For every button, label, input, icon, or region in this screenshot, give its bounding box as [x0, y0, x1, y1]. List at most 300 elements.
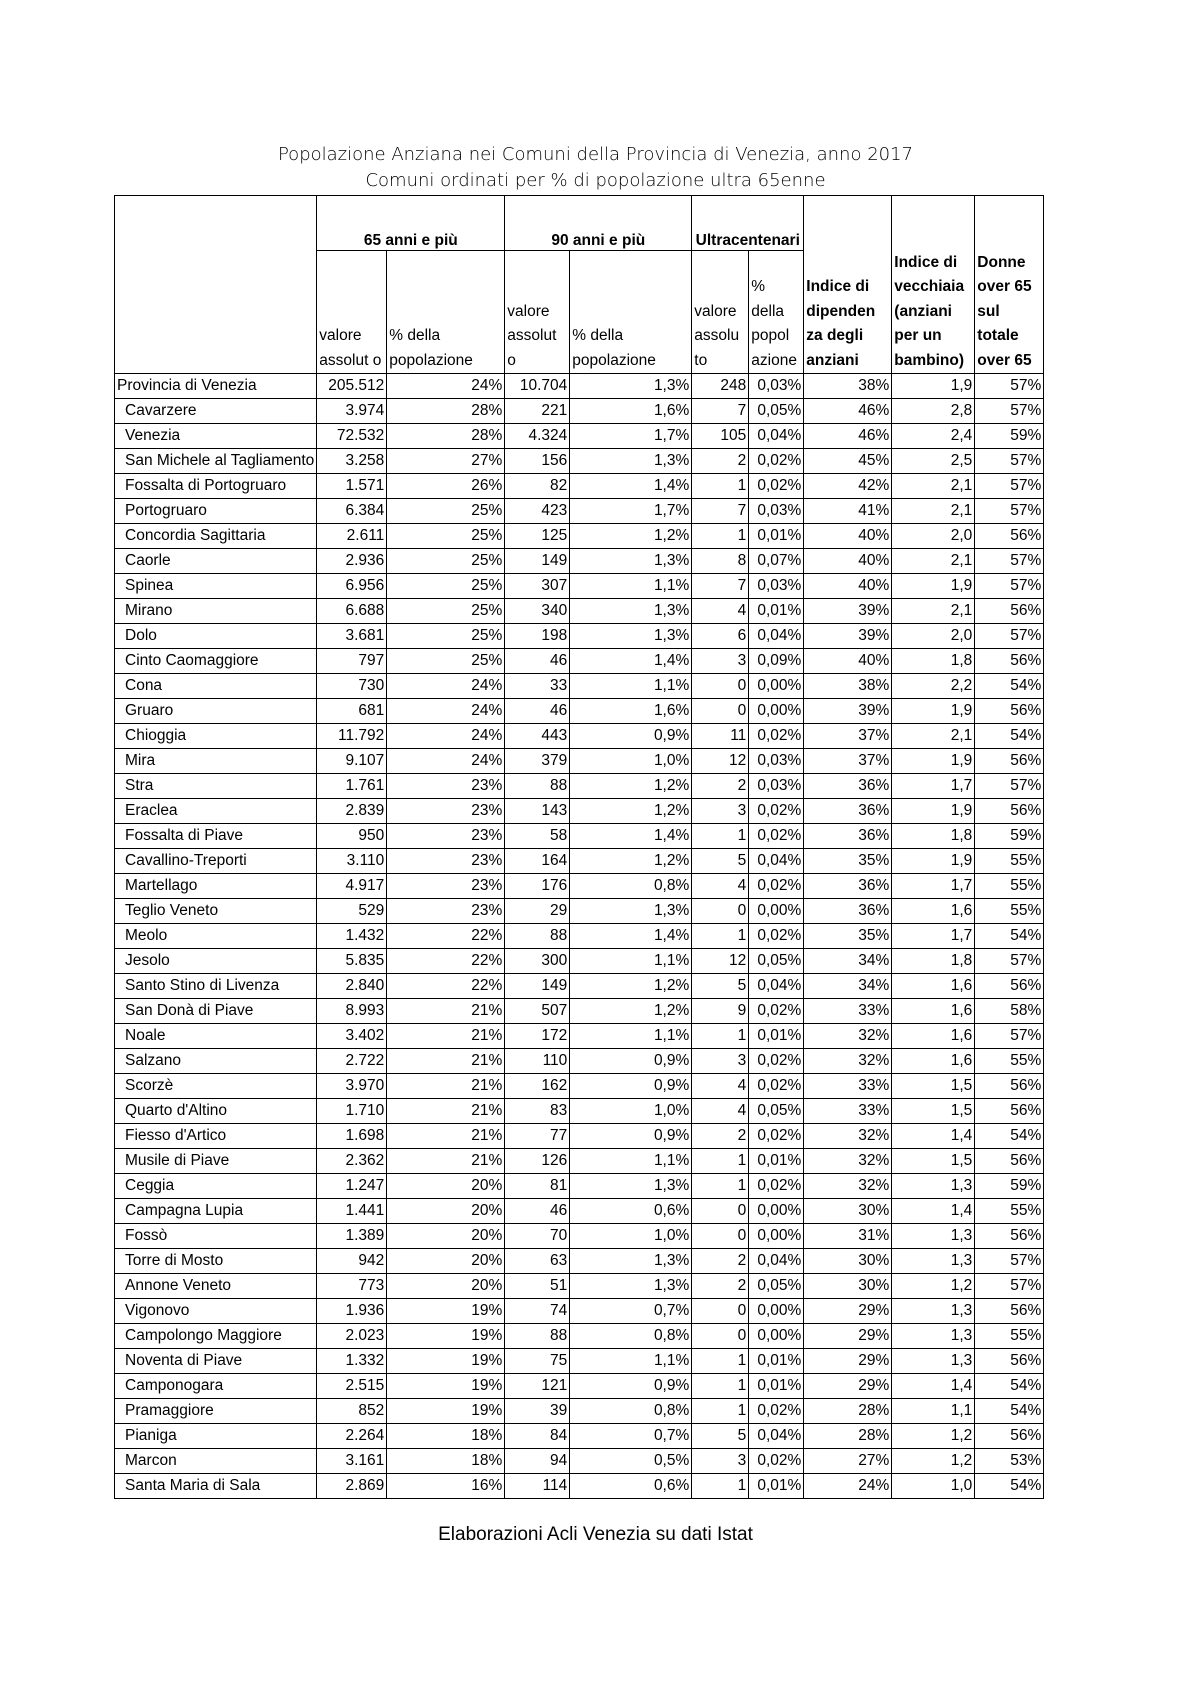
cell-abs-65: 2.362: [317, 1149, 387, 1174]
cell-donne-over65: 56%: [975, 749, 1044, 774]
table-row: [115, 1074, 1044, 1099]
cell-comune: San Donà di Piave: [115, 999, 317, 1024]
cell-indice-dipendenza: 34%: [804, 974, 892, 999]
cell-indice-dipendenza: 39%: [804, 624, 892, 649]
cell-abs-ultra: 12: [692, 949, 749, 974]
cell-donne-over65: 56%: [975, 1349, 1044, 1374]
cell-indice-dipendenza: 46%: [804, 399, 892, 424]
header-empty: [115, 196, 317, 251]
cell-abs-65: 1.698: [317, 1124, 387, 1149]
cell-pct-90: 0,9%: [570, 1049, 692, 1074]
cell-indice-vecchiaia: 1,5: [892, 1099, 975, 1124]
table-row: [115, 824, 1044, 849]
cell-abs-65: 8.993: [317, 999, 387, 1024]
cell-abs-65: 797: [317, 649, 387, 674]
cell-pct-65: 23%: [387, 774, 505, 799]
cell-abs-90: 58: [505, 824, 570, 849]
cell-abs-65: 1.936: [317, 1299, 387, 1324]
cell-comune: Annone Veneto: [115, 1274, 317, 1299]
cell-abs-ultra: 1: [692, 1149, 749, 1174]
cell-pct-90: 0,9%: [570, 1074, 692, 1099]
cell-abs-65: 3.970: [317, 1074, 387, 1099]
cell-pct-ultra: 0,02%: [749, 1449, 804, 1474]
cell-abs-90: 126: [505, 1149, 570, 1174]
cell-pct-65: 23%: [387, 824, 505, 849]
cell-abs-90: 70: [505, 1224, 570, 1249]
cell-pct-ultra: 0,03%: [749, 374, 804, 399]
table-row: [115, 1324, 1044, 1349]
cell-pct-90: 1,4%: [570, 824, 692, 849]
cell-donne-over65: 54%: [975, 1374, 1044, 1399]
cell-pct-90: 0,7%: [570, 1424, 692, 1449]
cell-indice-vecchiaia: 2,1: [892, 724, 975, 749]
cell-indice-dipendenza: 36%: [804, 874, 892, 899]
cell-comune: Musile di Piave: [115, 1149, 317, 1174]
cell-pct-65: 23%: [387, 849, 505, 874]
cell-abs-ultra: 1: [692, 924, 749, 949]
cell-indice-dipendenza: 39%: [804, 599, 892, 624]
cell-pct-65: 25%: [387, 499, 505, 524]
table-row: [115, 1449, 1044, 1474]
cell-comune: Torre di Mosto: [115, 1249, 317, 1274]
cell-comune: Campagna Lupia: [115, 1199, 317, 1224]
cell-pct-65: 19%: [387, 1324, 505, 1349]
cell-pct-65: 22%: [387, 924, 505, 949]
cell-donne-over65: 57%: [975, 624, 1044, 649]
cell-comune: Noventa di Piave: [115, 1349, 317, 1374]
cell-abs-65: 773: [317, 1274, 387, 1299]
cell-pct-90: 1,4%: [570, 649, 692, 674]
cell-indice-vecchiaia: 1,9: [892, 799, 975, 824]
cell-abs-65: 3.110: [317, 849, 387, 874]
cell-pct-90: 0,7%: [570, 1299, 692, 1324]
cell-indice-dipendenza: 37%: [804, 749, 892, 774]
cell-pct-65: 22%: [387, 949, 505, 974]
cell-pct-ultra: 0,02%: [749, 1049, 804, 1074]
cell-abs-ultra: 5: [692, 974, 749, 999]
cell-abs-ultra: 6: [692, 624, 749, 649]
cell-pct-90: 1,3%: [570, 899, 692, 924]
cell-pct-90: 1,3%: [570, 449, 692, 474]
cell-abs-90: 39: [505, 1399, 570, 1424]
cell-pct-ultra: 0,00%: [749, 674, 804, 699]
cell-abs-90: 74: [505, 1299, 570, 1324]
cell-comune: Cavarzere: [115, 399, 317, 424]
cell-pct-65: 21%: [387, 1049, 505, 1074]
cell-abs-90: 507: [505, 999, 570, 1024]
cell-abs-90: 46: [505, 699, 570, 724]
cell-pct-65: 25%: [387, 624, 505, 649]
cell-comune: Pramaggiore: [115, 1399, 317, 1424]
cell-indice-dipendenza: 24%: [804, 1474, 892, 1499]
cell-indice-dipendenza: 30%: [804, 1249, 892, 1274]
cell-pct-ultra: 0,02%: [749, 724, 804, 749]
table-row: [115, 1299, 1044, 1324]
cell-abs-90: 114: [505, 1474, 570, 1499]
cell-pct-90: 0,9%: [570, 1374, 692, 1399]
table-row: [115, 874, 1044, 899]
cell-pct-ultra: 0,00%: [749, 1324, 804, 1349]
cell-abs-90: 33: [505, 674, 570, 699]
cell-abs-ultra: 4: [692, 874, 749, 899]
cell-donne-over65: 54%: [975, 1399, 1044, 1424]
cell-abs-90: 121: [505, 1374, 570, 1399]
cell-pct-90: 1,0%: [570, 749, 692, 774]
cell-abs-90: 340: [505, 599, 570, 624]
cell-abs-ultra: 4: [692, 1074, 749, 1099]
table-row: [115, 499, 1044, 524]
cell-pct-65: 24%: [387, 724, 505, 749]
cell-pct-90: 1,3%: [570, 1274, 692, 1299]
cell-abs-90: 88: [505, 1324, 570, 1349]
cell-abs-90: 300: [505, 949, 570, 974]
table-row: [115, 649, 1044, 674]
cell-indice-vecchiaia: 1,1: [892, 1399, 975, 1424]
cell-abs-65: 681: [317, 699, 387, 724]
cell-pct-ultra: 0,01%: [749, 1474, 804, 1499]
cell-pct-ultra: 0,01%: [749, 524, 804, 549]
cell-comune: Dolo: [115, 624, 317, 649]
cell-comune: Mirano: [115, 599, 317, 624]
cell-pct-90: 1,6%: [570, 399, 692, 424]
cell-comune: Pianiga: [115, 1424, 317, 1449]
cell-comune: Cinto Caomaggiore: [115, 649, 317, 674]
cell-abs-ultra: 1: [692, 524, 749, 549]
table-row: [115, 449, 1044, 474]
cell-pct-65: 23%: [387, 799, 505, 824]
cell-abs-90: 51: [505, 1274, 570, 1299]
cell-pct-90: 0,9%: [570, 1124, 692, 1149]
cell-abs-ultra: 8: [692, 549, 749, 574]
cell-indice-dipendenza: 36%: [804, 774, 892, 799]
cell-indice-vecchiaia: 2,1: [892, 474, 975, 499]
table-row: [115, 899, 1044, 924]
cell-abs-65: 1.332: [317, 1349, 387, 1374]
cell-indice-dipendenza: 40%: [804, 574, 892, 599]
cell-abs-ultra: 0: [692, 1299, 749, 1324]
table-row: [115, 524, 1044, 549]
cell-abs-65: 1.761: [317, 774, 387, 799]
cell-donne-over65: 59%: [975, 424, 1044, 449]
cell-pct-65: 21%: [387, 1124, 505, 1149]
table-row: [115, 774, 1044, 799]
cell-comune: Ceggia: [115, 1174, 317, 1199]
cell-comune: Chioggia: [115, 724, 317, 749]
cell-indice-vecchiaia: 1,7: [892, 774, 975, 799]
cell-abs-65: 9.107: [317, 749, 387, 774]
cell-indice-dipendenza: 36%: [804, 824, 892, 849]
cell-indice-dipendenza: 31%: [804, 1224, 892, 1249]
cell-comune: Jesolo: [115, 949, 317, 974]
header-donne-over65: Donne over 65 sul totale over 65: [975, 251, 1044, 374]
cell-abs-ultra: 2: [692, 774, 749, 799]
cell-comune: Campolongo Maggiore: [115, 1324, 317, 1349]
cell-pct-90: 0,6%: [570, 1199, 692, 1224]
header-empty: [892, 196, 975, 251]
cell-abs-ultra: 2: [692, 1124, 749, 1149]
cell-donne-over65: 56%: [975, 799, 1044, 824]
cell-pct-ultra: 0,04%: [749, 1424, 804, 1449]
cell-donne-over65: 55%: [975, 1049, 1044, 1074]
cell-abs-90: 84: [505, 1424, 570, 1449]
cell-abs-90: 423: [505, 499, 570, 524]
table-row: [115, 1099, 1044, 1124]
cell-comune: Vigonovo: [115, 1299, 317, 1324]
table-row: [115, 549, 1044, 574]
cell-pct-ultra: 0,03%: [749, 749, 804, 774]
cell-pct-65: 23%: [387, 874, 505, 899]
cell-comune: Santo Stino di Livenza: [115, 974, 317, 999]
cell-pct-90: 1,2%: [570, 974, 692, 999]
cell-abs-ultra: 5: [692, 849, 749, 874]
cell-abs-ultra: 3: [692, 1449, 749, 1474]
header-valore-assoluto-90: valore assolut o: [505, 251, 570, 374]
cell-pct-ultra: 0,00%: [749, 899, 804, 924]
cell-abs-ultra: 7: [692, 499, 749, 524]
cell-indice-vecchiaia: 1,5: [892, 1149, 975, 1174]
cell-abs-ultra: 248: [692, 374, 749, 399]
cell-abs-65: 1.432: [317, 924, 387, 949]
cell-indice-dipendenza: 34%: [804, 949, 892, 974]
cell-abs-ultra: 4: [692, 599, 749, 624]
cell-comune: Fiesso d'Artico: [115, 1124, 317, 1149]
cell-pct-65: 25%: [387, 599, 505, 624]
cell-indice-dipendenza: 32%: [804, 1024, 892, 1049]
cell-indice-vecchiaia: 1,4: [892, 1374, 975, 1399]
cell-pct-90: 1,0%: [570, 1224, 692, 1249]
table-row: [115, 574, 1044, 599]
cell-donne-over65: 57%: [975, 949, 1044, 974]
cell-donne-over65: 53%: [975, 1449, 1044, 1474]
cell-indice-vecchiaia: 1,4: [892, 1124, 975, 1149]
table-row: [115, 1199, 1044, 1224]
cell-indice-dipendenza: 30%: [804, 1199, 892, 1224]
cell-comune: Portogruaro: [115, 499, 317, 524]
cell-abs-ultra: 0: [692, 1199, 749, 1224]
cell-abs-65: 2.023: [317, 1324, 387, 1349]
cell-abs-90: 88: [505, 924, 570, 949]
cell-abs-65: 2.839: [317, 799, 387, 824]
cell-indice-dipendenza: 46%: [804, 424, 892, 449]
cell-pct-ultra: 0,01%: [749, 1149, 804, 1174]
cell-pct-ultra: 0,00%: [749, 1199, 804, 1224]
cell-abs-65: 11.792: [317, 724, 387, 749]
cell-abs-ultra: 2: [692, 1249, 749, 1274]
header-column-row: [115, 251, 1044, 374]
cell-indice-vecchiaia: 1,6: [892, 1049, 975, 1074]
cell-abs-65: 2.264: [317, 1424, 387, 1449]
cell-comune: Venezia: [115, 424, 317, 449]
cell-donne-over65: 57%: [975, 399, 1044, 424]
cell-pct-ultra: 0,02%: [749, 449, 804, 474]
cell-abs-90: 81: [505, 1174, 570, 1199]
cell-pct-65: 28%: [387, 399, 505, 424]
cell-indice-vecchiaia: 1,0: [892, 1474, 975, 1499]
cell-pct-ultra: 0,02%: [749, 824, 804, 849]
cell-indice-dipendenza: 45%: [804, 449, 892, 474]
cell-indice-vecchiaia: 1,2: [892, 1449, 975, 1474]
cell-pct-ultra: 0,05%: [749, 1099, 804, 1124]
cell-pct-65: 19%: [387, 1349, 505, 1374]
cell-indice-vecchiaia: 2,1: [892, 599, 975, 624]
cell-indice-vecchiaia: 1,9: [892, 699, 975, 724]
header-group-row: [115, 196, 1044, 251]
cell-donne-over65: 56%: [975, 1149, 1044, 1174]
cell-indice-dipendenza: 40%: [804, 549, 892, 574]
cell-indice-dipendenza: 29%: [804, 1374, 892, 1399]
cell-abs-90: 156: [505, 449, 570, 474]
cell-pct-ultra: 0,00%: [749, 1224, 804, 1249]
cell-pct-65: 18%: [387, 1449, 505, 1474]
cell-donne-over65: 55%: [975, 849, 1044, 874]
cell-abs-65: 3.402: [317, 1024, 387, 1049]
cell-donne-over65: 58%: [975, 999, 1044, 1024]
cell-pct-90: 1,7%: [570, 424, 692, 449]
cell-pct-ultra: 0,02%: [749, 874, 804, 899]
cell-comune: Noale: [115, 1024, 317, 1049]
cell-abs-ultra: 12: [692, 749, 749, 774]
cell-indice-vecchiaia: 1,5: [892, 1074, 975, 1099]
cell-indice-vecchiaia: 1,8: [892, 649, 975, 674]
cell-pct-90: 1,2%: [570, 524, 692, 549]
cell-abs-90: 164: [505, 849, 570, 874]
table-row: [115, 1374, 1044, 1399]
cell-abs-65: 529: [317, 899, 387, 924]
cell-pct-65: 24%: [387, 674, 505, 699]
cell-indice-vecchiaia: 1,3: [892, 1324, 975, 1349]
table-row: [115, 799, 1044, 824]
cell-comune: Fossò: [115, 1224, 317, 1249]
cell-indice-vecchiaia: 1,4: [892, 1199, 975, 1224]
cell-abs-ultra: 0: [692, 699, 749, 724]
cell-pct-ultra: 0,01%: [749, 599, 804, 624]
cell-abs-90: 94: [505, 1449, 570, 1474]
cell-abs-90: 46: [505, 1199, 570, 1224]
cell-indice-dipendenza: 32%: [804, 1049, 892, 1074]
table-row: [115, 974, 1044, 999]
cell-donne-over65: 56%: [975, 974, 1044, 999]
cell-indice-dipendenza: 28%: [804, 1424, 892, 1449]
cell-indice-dipendenza: 42%: [804, 474, 892, 499]
cell-donne-over65: 57%: [975, 574, 1044, 599]
cell-abs-ultra: 1: [692, 824, 749, 849]
cell-pct-90: 1,4%: [570, 474, 692, 499]
cell-comune: Gruaro: [115, 699, 317, 724]
cell-pct-65: 28%: [387, 424, 505, 449]
cell-indice-vecchiaia: 1,3: [892, 1299, 975, 1324]
cell-abs-65: 5.835: [317, 949, 387, 974]
cell-pct-65: 19%: [387, 1299, 505, 1324]
cell-donne-over65: 55%: [975, 1324, 1044, 1349]
cell-indice-vecchiaia: 1,2: [892, 1424, 975, 1449]
cell-pct-ultra: 0,03%: [749, 774, 804, 799]
source-footer: Elaborazioni Acli Venezia su dati Istat: [438, 1524, 753, 1545]
cell-comune: Cona: [115, 674, 317, 699]
cell-comune: Quarto d'Altino: [115, 1099, 317, 1124]
cell-abs-ultra: 5: [692, 1424, 749, 1449]
cell-pct-90: 1,3%: [570, 599, 692, 624]
cell-abs-65: 205.512: [317, 374, 387, 399]
cell-pct-ultra: 0,01%: [749, 1024, 804, 1049]
cell-abs-65: 1.571: [317, 474, 387, 499]
cell-pct-90: 1,3%: [570, 1174, 692, 1199]
cell-indice-dipendenza: 38%: [804, 674, 892, 699]
cell-comune: Mira: [115, 749, 317, 774]
cell-indice-dipendenza: 27%: [804, 1449, 892, 1474]
cell-pct-90: 1,2%: [570, 799, 692, 824]
cell-indice-vecchiaia: 1,7: [892, 924, 975, 949]
cell-comune: Spinea: [115, 574, 317, 599]
table-row: [115, 1224, 1044, 1249]
table-row: [115, 1424, 1044, 1449]
cell-pct-ultra: 0,04%: [749, 849, 804, 874]
cell-abs-90: 75: [505, 1349, 570, 1374]
cell-pct-65: 21%: [387, 1074, 505, 1099]
cell-comune: Provincia di Venezia: [115, 374, 317, 399]
cell-indice-vecchiaia: 2,2: [892, 674, 975, 699]
cell-indice-vecchiaia: 1,2: [892, 1274, 975, 1299]
cell-abs-90: 221: [505, 399, 570, 424]
cell-pct-90: 1,2%: [570, 774, 692, 799]
cell-pct-ultra: 0,02%: [749, 1174, 804, 1199]
cell-abs-ultra: 1: [692, 1374, 749, 1399]
page-subtitle: Comuni ordinati per % di popolazione ultra 65enne: [365, 170, 826, 191]
cell-comune: Marcon: [115, 1449, 317, 1474]
cell-pct-90: 1,3%: [570, 374, 692, 399]
cell-abs-65: 2.840: [317, 974, 387, 999]
cell-comune: Santa Maria di Sala: [115, 1474, 317, 1499]
cell-abs-90: 4.324: [505, 424, 570, 449]
cell-indice-vecchiaia: 1,6: [892, 999, 975, 1024]
cell-donne-over65: 54%: [975, 924, 1044, 949]
cell-abs-ultra: 2: [692, 449, 749, 474]
cell-abs-65: 1.247: [317, 1174, 387, 1199]
cell-abs-90: 77: [505, 1124, 570, 1149]
cell-indice-vecchiaia: 1,6: [892, 1024, 975, 1049]
cell-pct-ultra: 0,04%: [749, 624, 804, 649]
cell-indice-dipendenza: 35%: [804, 849, 892, 874]
cell-pct-65: 19%: [387, 1399, 505, 1424]
cell-indice-dipendenza: 29%: [804, 1299, 892, 1324]
cell-abs-65: 3.974: [317, 399, 387, 424]
cell-indice-vecchiaia: 1,9: [892, 574, 975, 599]
cell-pct-65: 22%: [387, 974, 505, 999]
cell-abs-ultra: 1: [692, 1349, 749, 1374]
cell-abs-65: 1.389: [317, 1224, 387, 1249]
cell-pct-65: 20%: [387, 1274, 505, 1299]
cell-pct-65: 21%: [387, 1149, 505, 1174]
cell-abs-65: 72.532: [317, 424, 387, 449]
cell-indice-vecchiaia: 2,4: [892, 424, 975, 449]
cell-pct-90: 1,2%: [570, 999, 692, 1024]
header-valore-assoluto-65: valore assolut o: [317, 251, 387, 374]
cell-abs-ultra: 1: [692, 1399, 749, 1424]
cell-indice-dipendenza: 36%: [804, 799, 892, 824]
cell-pct-65: 21%: [387, 1024, 505, 1049]
table-row: [115, 1049, 1044, 1074]
cell-comune: Concordia Sagittaria: [115, 524, 317, 549]
table-row: [115, 1399, 1044, 1424]
cell-pct-90: 1,6%: [570, 699, 692, 724]
cell-pct-65: 26%: [387, 474, 505, 499]
cell-abs-65: 2.722: [317, 1049, 387, 1074]
cell-pct-ultra: 0,02%: [749, 1074, 804, 1099]
cell-pct-ultra: 0,03%: [749, 574, 804, 599]
cell-abs-65: 3.258: [317, 449, 387, 474]
cell-donne-over65: 54%: [975, 1474, 1044, 1499]
cell-donne-over65: 57%: [975, 474, 1044, 499]
cell-pct-90: 1,3%: [570, 549, 692, 574]
